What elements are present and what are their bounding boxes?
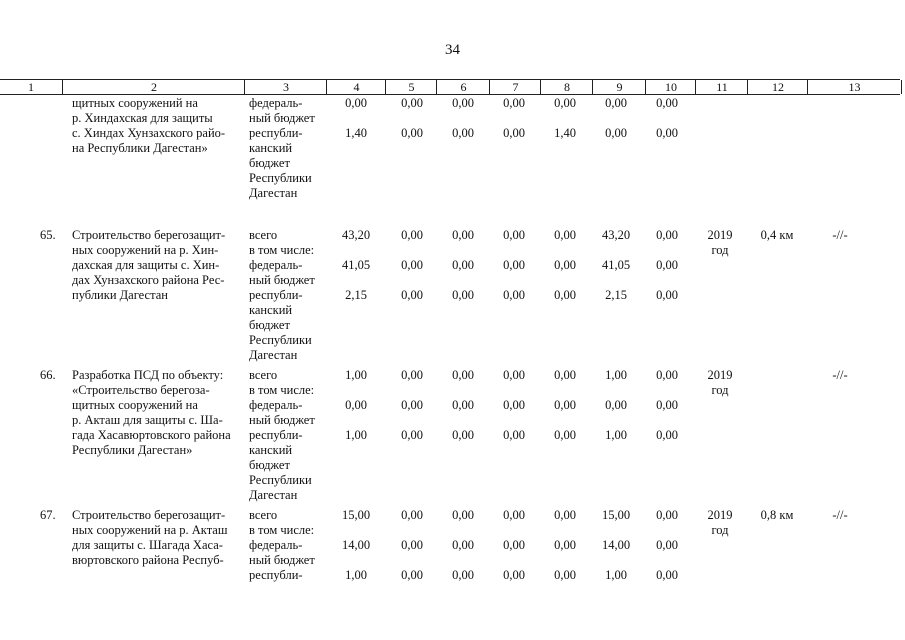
object-name xyxy=(72,508,242,568)
value-cell-col-5: 0,00 xyxy=(401,568,423,582)
value-cell-col-9: 1,00 xyxy=(605,428,627,442)
value-cell-col-10: 0,00 xyxy=(656,96,678,110)
value-cell-col-4: 1,00 xyxy=(345,428,367,442)
value-cell-col-6: 0,00 xyxy=(452,228,474,242)
value-cell-col-6: 0,00 xyxy=(452,398,474,412)
value-cell-col-10: 0,00 xyxy=(656,538,678,552)
value-cell-col-7: 0,00 xyxy=(503,258,525,272)
funding-source xyxy=(249,96,329,201)
value-cell-col-10: 0,00 xyxy=(656,288,678,302)
value-cell-col-9: 2,15 xyxy=(605,288,627,302)
column-header-5: 5 xyxy=(385,80,437,94)
capacity: 0,8 км xyxy=(760,508,794,522)
value-cell-col-10: 0,00 xyxy=(656,126,678,140)
funding-source-line: Дагестан xyxy=(249,488,298,502)
value-cell-col-8: 1,40 xyxy=(554,126,576,140)
funding-source-line: Дагестан xyxy=(249,186,298,200)
object-name xyxy=(72,368,242,458)
value-cell-col-8: 0,00 xyxy=(554,428,576,442)
column-header-9: 9 xyxy=(592,80,646,94)
completion-year-line: 2019 xyxy=(707,228,733,242)
object-name-line: Строительство берегозащит- xyxy=(72,508,226,522)
value-cell-col-9: 43,20 xyxy=(601,228,631,242)
object-name-line: р. Хиндахская для защиты xyxy=(72,111,213,125)
object-name-line: Республики Дагестан» xyxy=(72,443,193,457)
completion-year xyxy=(698,508,742,538)
row-number: 66. xyxy=(40,368,56,382)
column-header-12: 12 xyxy=(747,80,808,94)
object-name-line: р. Акташ для защиты с. Ша- xyxy=(72,413,223,427)
completion-year xyxy=(698,228,742,258)
value-cell-col-4: 1,00 xyxy=(345,368,367,382)
funding-source-line: Республики xyxy=(249,473,312,487)
funding-source-line: канский xyxy=(249,443,293,457)
value-cell-col-6: 0,00 xyxy=(452,126,474,140)
funding-source-line: канский xyxy=(249,141,293,155)
value-cell-col-10: 0,00 xyxy=(656,568,678,582)
value-cell-col-6: 0,00 xyxy=(452,568,474,582)
value-cell-col-4: 2,15 xyxy=(345,288,367,302)
funding-source-line: Дагестан xyxy=(249,348,298,362)
object-name-line: ных сооружений на р. Хин- xyxy=(72,243,219,257)
object-name-line: щитных сооружений на xyxy=(72,96,198,110)
value-cell-col-9: 0,00 xyxy=(605,126,627,140)
value-cell-col-9: 1,00 xyxy=(605,368,627,382)
value-cell-col-5: 0,00 xyxy=(401,508,423,522)
value-cell-col-10: 0,00 xyxy=(656,368,678,382)
completion-year xyxy=(698,368,742,398)
completion-year-line: 2019 xyxy=(707,508,733,522)
value-cell-col-10: 0,00 xyxy=(656,228,678,242)
value-cell-col-5: 0,00 xyxy=(401,368,423,382)
value-cell-col-9: 41,05 xyxy=(601,258,631,272)
object-name-line: с. Хиндах Хунзахского райо- xyxy=(72,126,226,140)
column-header-10: 10 xyxy=(645,80,696,94)
funding-source-line: ный бюджет xyxy=(249,273,315,287)
value-cell-col-5: 0,00 xyxy=(401,398,423,412)
value-cell-col-8: 0,00 xyxy=(554,568,576,582)
object-name-line: дахская для защиты с. Хин- xyxy=(72,258,220,272)
value-cell-col-8: 0,00 xyxy=(554,258,576,272)
column-header-11: 11 xyxy=(695,80,748,94)
value-cell-col-8: 0,00 xyxy=(554,508,576,522)
value-cell-col-9: 14,00 xyxy=(601,538,631,552)
funding-source-line: республи- xyxy=(249,126,303,140)
value-cell-col-8: 0,00 xyxy=(554,398,576,412)
column-header-2: 2 xyxy=(62,80,245,94)
value-cell-col-10: 0,00 xyxy=(656,398,678,412)
funding-source-line: республи- xyxy=(249,568,303,582)
object-name-line: щитных сооружений на xyxy=(72,398,198,412)
object-name-line: публики Дагестан xyxy=(72,288,168,302)
value-cell-col-9: 1,00 xyxy=(605,568,627,582)
column-header-7: 7 xyxy=(489,80,541,94)
object-name-line: ных сооружений на р. Акташ xyxy=(72,523,228,537)
column-header-4: 4 xyxy=(326,80,386,94)
executor-ditto: -//- xyxy=(832,368,848,382)
column-header-1: 1 xyxy=(28,80,34,94)
value-cell-col-9: 0,00 xyxy=(605,96,627,110)
funding-source-line: федераль- xyxy=(249,398,303,412)
value-cell-col-5: 0,00 xyxy=(401,428,423,442)
object-name-line: дах Хунзахского района Рес- xyxy=(72,273,225,287)
funding-source-line: федераль- xyxy=(249,258,303,272)
funding-source-line: Республики xyxy=(249,171,312,185)
funding-source-line: в том числе: xyxy=(249,243,315,257)
value-cell-col-8: 0,00 xyxy=(554,228,576,242)
value-cell-col-5: 0,00 xyxy=(401,96,423,110)
funding-source-line: всего xyxy=(249,228,278,242)
funding-source-line: республи- xyxy=(249,288,303,302)
page-number: 34 xyxy=(445,42,460,58)
funding-source-line: ный бюджет xyxy=(249,111,315,125)
completion-year-line: год xyxy=(711,383,729,397)
funding-source xyxy=(249,508,329,583)
value-cell-col-6: 0,00 xyxy=(452,428,474,442)
value-cell-col-5: 0,00 xyxy=(401,228,423,242)
value-cell-col-4: 15,00 xyxy=(341,508,371,522)
value-cell-col-5: 0,00 xyxy=(401,258,423,272)
object-name xyxy=(72,96,242,156)
value-cell-col-6: 0,00 xyxy=(452,258,474,272)
column-header-8: 8 xyxy=(540,80,593,94)
funding-source xyxy=(249,228,329,363)
funding-source-line: федераль- xyxy=(249,96,303,110)
object-name xyxy=(72,228,242,303)
funding-source-line: в том числе: xyxy=(249,523,315,537)
completion-year-line: год xyxy=(711,523,729,537)
value-cell-col-4: 1,00 xyxy=(345,568,367,582)
value-cell-col-4: 1,40 xyxy=(345,126,367,140)
value-cell-col-7: 0,00 xyxy=(503,368,525,382)
value-cell-col-4: 0,00 xyxy=(345,398,367,412)
value-cell-col-8: 0,00 xyxy=(554,96,576,110)
capacity: 0,4 км xyxy=(760,228,794,242)
column-header-row xyxy=(0,79,900,95)
object-name-line: Разработка ПСД по объекту: xyxy=(72,368,224,382)
value-cell-col-7: 0,00 xyxy=(503,428,525,442)
object-name-line: гада Хасавюртовского района xyxy=(72,428,231,442)
object-name-line: для защиты с. Шагада Хаса- xyxy=(72,538,223,552)
funding-source-line: в том числе: xyxy=(249,383,315,397)
funding-source-line: всего xyxy=(249,368,278,382)
value-cell-col-6: 0,00 xyxy=(452,368,474,382)
value-cell-col-7: 0,00 xyxy=(503,538,525,552)
executor-ditto: -//- xyxy=(832,228,848,242)
object-name-line: «Строительство берегоза- xyxy=(72,383,210,397)
value-cell-col-4: 0,00 xyxy=(345,96,367,110)
completion-year-line: год xyxy=(711,243,729,257)
value-cell-col-4: 41,05 xyxy=(341,258,371,272)
value-cell-col-5: 0,00 xyxy=(401,288,423,302)
value-cell-col-7: 0,00 xyxy=(503,228,525,242)
value-cell-col-8: 0,00 xyxy=(554,368,576,382)
value-cell-col-7: 0,00 xyxy=(503,96,525,110)
funding-source xyxy=(249,368,329,503)
value-cell-col-6: 0,00 xyxy=(452,96,474,110)
funding-source-line: бюджет xyxy=(249,156,290,170)
value-cell-col-7: 0,00 xyxy=(503,568,525,582)
value-cell-col-9: 0,00 xyxy=(605,398,627,412)
value-cell-col-6: 0,00 xyxy=(452,508,474,522)
funding-source-line: всего xyxy=(249,508,278,522)
funding-source-line: республи- xyxy=(249,428,303,442)
funding-source-line: федераль- xyxy=(249,538,303,552)
value-cell-col-10: 0,00 xyxy=(656,428,678,442)
funding-source-line: ный бюджет xyxy=(249,553,315,567)
object-name-line: Строительство берегозащит- xyxy=(72,228,226,242)
completion-year-line: 2019 xyxy=(707,368,733,382)
value-cell-col-7: 0,00 xyxy=(503,508,525,522)
row-number: 65. xyxy=(40,228,56,242)
value-cell-col-6: 0,00 xyxy=(452,288,474,302)
executor-ditto: -//- xyxy=(832,508,848,522)
row-number: 67. xyxy=(40,508,56,522)
funding-source-line: Республики xyxy=(249,333,312,347)
value-cell-col-7: 0,00 xyxy=(503,398,525,412)
column-header-3: 3 xyxy=(244,80,327,94)
object-name-line: вюртовского района Респуб- xyxy=(72,553,224,567)
value-cell-col-8: 0,00 xyxy=(554,288,576,302)
funding-source-line: ный бюджет xyxy=(249,413,315,427)
funding-source-line: бюджет xyxy=(249,458,290,472)
object-name-line: на Республики Дагестан» xyxy=(72,141,208,155)
value-cell-col-7: 0,00 xyxy=(503,288,525,302)
value-cell-col-7: 0,00 xyxy=(503,126,525,140)
value-cell-col-4: 43,20 xyxy=(341,228,371,242)
value-cell-col-4: 14,00 xyxy=(341,538,371,552)
funding-source-line: канский xyxy=(249,303,293,317)
column-header-6: 6 xyxy=(436,80,490,94)
value-cell-col-9: 15,00 xyxy=(601,508,631,522)
funding-source-line: бюджет xyxy=(249,318,290,332)
value-cell-col-10: 0,00 xyxy=(656,258,678,272)
column-header-13: 13 xyxy=(807,80,902,94)
value-cell-col-10: 0,00 xyxy=(656,508,678,522)
value-cell-col-8: 0,00 xyxy=(554,538,576,552)
value-cell-col-5: 0,00 xyxy=(401,126,423,140)
value-cell-col-5: 0,00 xyxy=(401,538,423,552)
value-cell-col-6: 0,00 xyxy=(452,538,474,552)
